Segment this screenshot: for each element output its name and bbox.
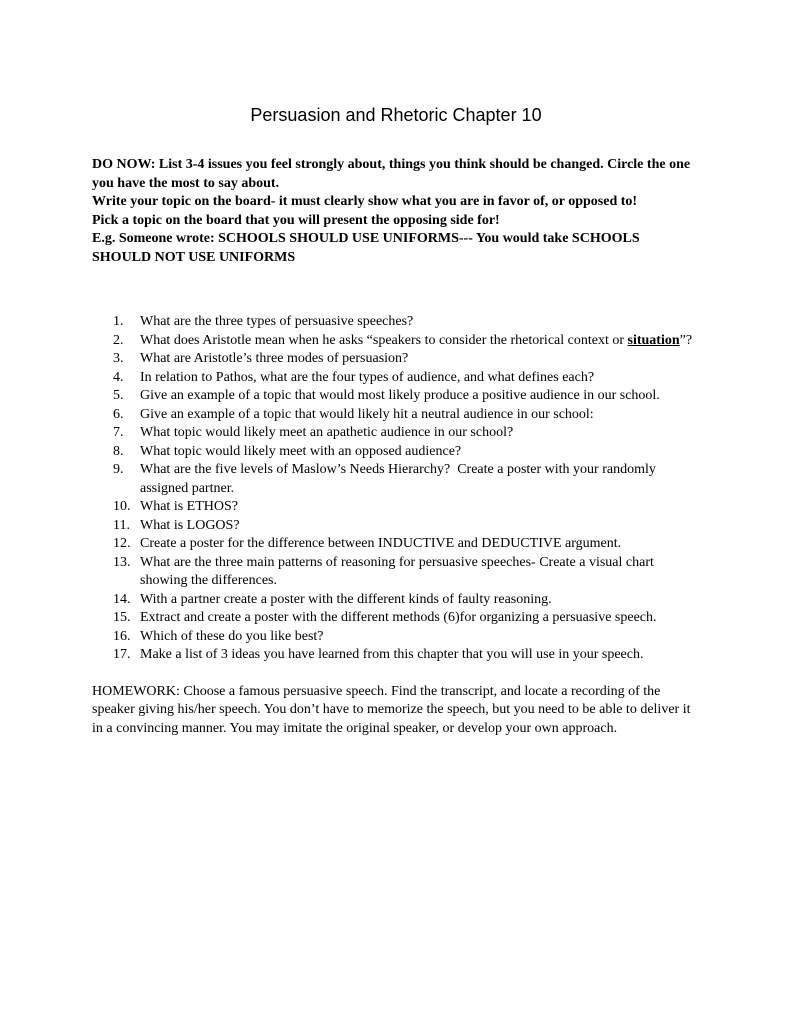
question-item: 17. Make a list of 3 ideas you have learned from this chapter that you will use in your speech. (92, 646, 700, 665)
do-now-line: DO NOW: List 3-4 issues you feel strongly about, things you think should be changed. Circle the one you have the most to say about. (92, 157, 691, 191)
question-item: 2. What does Aristotle mean when he asks “speakers to consider the rhetorical context or situation”? (92, 332, 700, 351)
question-number: 3. (113, 351, 124, 366)
question-number: 2. (113, 332, 124, 348)
question-item: 4. In relation to Pathos, what are the four types of audience, and what defines each? (92, 369, 700, 388)
question-item: 1. What are the three types of persuasive speeches? (92, 313, 700, 332)
do-now-section (92, 156, 700, 267)
question-item: 12. Create a poster for the difference between INDUCTIVE and DEDUCTIVE argument. (92, 535, 700, 554)
question-item: 13. What are the three main patterns of reasoning for persuasive speeches- Create a visual chart showing the differences. (113, 554, 658, 588)
document-title: Persuasion and Rhetoric Chapter 10 (250, 105, 542, 125)
question-number: 1. (113, 314, 124, 329)
question-number: 5. (113, 388, 124, 403)
question-number: 4. (113, 369, 124, 385)
question-item: 6. Give an example of a topic that would likely hit a neutral audience in our school: (92, 406, 700, 425)
question-number: 9. (113, 462, 124, 477)
do-now-line: E.g. Someone wrote: SCHOOLS SHOULD USE UNIFORMS--- You would take SCHOOLS SHOULD NOT USE UNIFORMS (92, 231, 640, 265)
question-number: 17. (113, 647, 131, 662)
question-item: 5. Give an example of a topic that would most likely produce a positive audience in our school. (92, 387, 700, 406)
question-number: 8. (113, 443, 124, 459)
question-item: 16. Which of these do you like best? (92, 628, 700, 647)
do-now-line: Write your topic on the board- it must clearly show what you are in favor of, or opposed to! (92, 194, 638, 209)
question-item: 9. What are the five levels of Maslow’s Needs Hierarchy? Create a poster with your randomly assigned partner. (113, 462, 660, 496)
emphasized-term: situation (627, 332, 680, 348)
question-item: 15. Extract and create a poster with the different methods (6)for organizing a persuasive speech. (92, 609, 700, 628)
question-number: 11. (113, 517, 130, 533)
question-number: 7. (113, 425, 124, 440)
question-number: 12. (113, 536, 131, 551)
question-number: 15. (113, 610, 131, 625)
question-number: 6. (113, 406, 124, 422)
question-item: 8. What topic would likely meet with an opposed audience? (92, 443, 700, 462)
question-number: 13. (113, 554, 131, 570)
question-item: 14. With a partner create a poster with the different kinds of faulty reasoning. (92, 591, 700, 610)
question-number: 10. (113, 499, 131, 514)
homework-paragraph: HOMEWORK: Choose a famous persuasive speech. Find the transcript, and locate a recording of the speaker giving his/her speech. You don’t have to memorize the speech, but you need to be able to deliver it in a convincing manner. You may imitate the original speaker, or develop your own approach. (92, 683, 691, 736)
questions-list (92, 313, 700, 665)
do-now-line: Pick a topic on the board that you will present the opposing side for! (92, 212, 500, 228)
question-number: 14. (113, 591, 131, 607)
question-number: 16. (113, 628, 131, 644)
question-item: 10. What is ETHOS? (92, 498, 700, 517)
question-item: 3. What are Aristotle’s three modes of persuasion? (92, 350, 700, 369)
question-item: 7. What topic would likely meet an apathetic audience in our school? (92, 424, 700, 443)
question-item: 11. What is LOGOS? (92, 517, 700, 536)
